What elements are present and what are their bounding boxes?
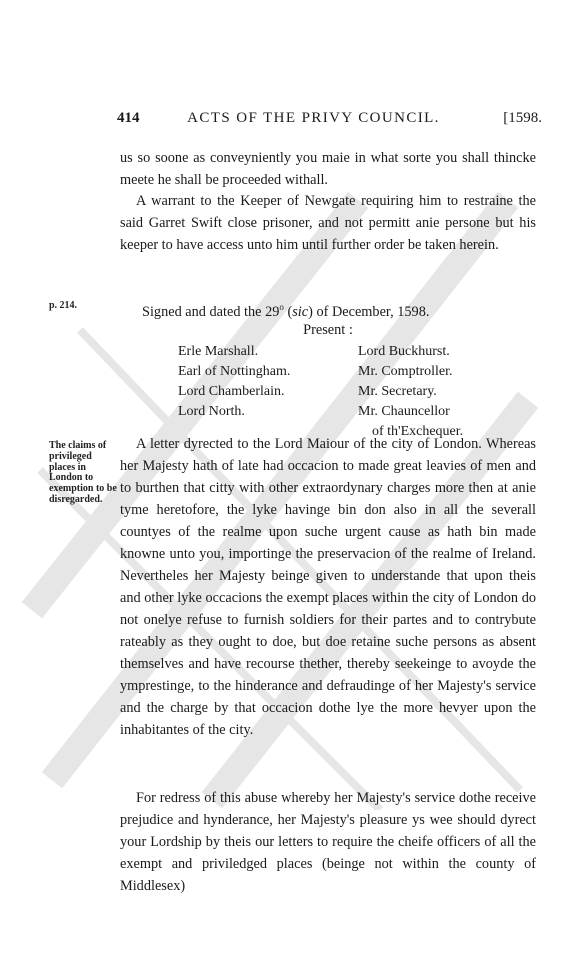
paragraph-text: us so soone as conveyniently you maie in what sorte you shall thincke meete he shall be proceeded withall. (120, 150, 536, 188)
paragraph-letter (120, 433, 536, 741)
present-name: Lord Chamberlain. (178, 384, 285, 399)
header-year: [1598. (503, 110, 542, 126)
present-list-right (358, 342, 463, 442)
paragraph-continuation (120, 147, 536, 191)
present-name: Lord North. (178, 404, 245, 419)
signed-sup: o (279, 302, 284, 312)
paragraph-warrant (120, 190, 536, 256)
present-heading (120, 319, 536, 341)
paragraph-text: A warrant to the Keeper of Newgate requiring him to restraine the said Garret Swift close prisoner, and not permitt anie persone but his keeper to have access unto him until further order be taken herein. (120, 193, 536, 253)
signed-mid: ( (283, 303, 293, 320)
present-name: Erle Marshall. (178, 344, 259, 359)
present-name: Lord Buckhurst. (358, 344, 450, 359)
running-title: ACTS OF THE PRIVY COUNCIL. (187, 110, 440, 126)
present-name-continuation: of th'Exchequer. (372, 424, 464, 439)
signed-prefix: Signed and dated the 29 (142, 303, 280, 320)
running-header (117, 110, 542, 134)
present-name: Mr. Chauncellor (358, 404, 450, 419)
paragraph-text: A letter dyrected to the Lord Maiour of the city of London. Whereas her Majesty hath of late had occacion to made great leavies of men and to burthen that citty with other extraordynary charges more then at anie tyme heretofore, the lyke havinge bin don also in all the severall countyes of the realme upon suche urgent cause as hath bin made knowne unto you, importinge the preservacion of the realme of Ireland. Nevertheles her Majesty beinge given to understande that upon theis and other lyke occacions the exempt places within the city of London do not onelye refuse to furnish soldiers for their partes and to contrybute rateably as they ought to doe, but doe retaine suche persons as absent themselves and have recourse thether, thereby seekeinge to avoyde the ymprestinge, to the hinderance and defraudinge of her Majesty's service and the charge by that occacion dothe lye the more hevyer upon the inhabitantes of the city. (120, 436, 536, 738)
present-name: Mr. Comptroller. (358, 364, 453, 379)
present-name: Mr. Secretary. (358, 384, 437, 399)
paragraph-redress (120, 787, 536, 897)
paragraph-text: For redress of this abuse whereby her Majesty's service dothe receive prejudice and hynderance, her Majesty's pleasure ys wee should dyrect your Lordship by theis our letters to require the cheife officers of all the exempt and priviledged places (beinge not within the county of Middlesex) (120, 790, 536, 894)
present-list-left (178, 342, 290, 422)
present-name: Earl of Nottingham. (178, 364, 291, 379)
sidenote-claims: The claims of privileged places in London to exemption to be disregarded. (49, 440, 117, 505)
signed-suffix: ) of December, 1598. (308, 303, 430, 320)
sidenote-page-ref: p. 214. (49, 300, 78, 311)
present-label: Present : (303, 322, 353, 338)
page-number: 414 (117, 110, 140, 126)
signed-sic: sic (292, 303, 309, 320)
